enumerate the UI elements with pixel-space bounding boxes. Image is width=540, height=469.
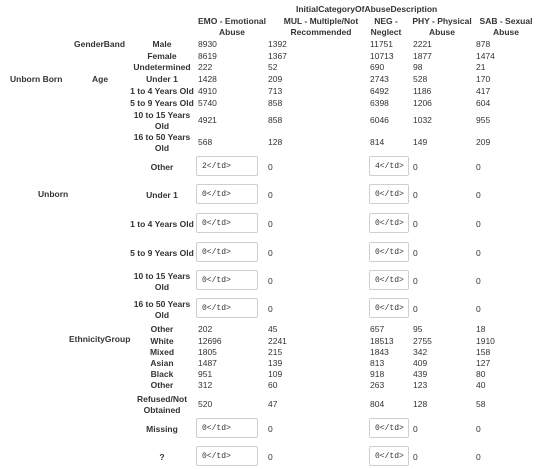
cell-mul: 0 <box>268 304 273 314</box>
col-header-phy <box>410 16 474 38</box>
cell-input-neg[interactable]: 0</td> <box>369 298 409 318</box>
cell-phy: 128 <box>413 399 428 409</box>
cell-phy: 0 <box>413 162 418 172</box>
age-row-label-line2: Old <box>154 121 170 131</box>
missing-row-label: Missing <box>146 424 178 434</box>
cell-emo: 222 <box>198 62 213 72</box>
cell-sab: 1910 <box>476 336 495 346</box>
age-row-label-line2: Old <box>154 143 170 153</box>
cell-phy: 0 <box>413 248 418 258</box>
unborn-row-label: Other <box>150 162 174 172</box>
unborn-row-label-line2: Old <box>154 282 170 292</box>
cell-emo: 1428 <box>198 74 217 84</box>
gender-row-label: Male <box>152 39 172 49</box>
col-header-mul-line2: Recommended <box>290 27 352 37</box>
age-row-label-line1: 10 to 15 Years <box>133 110 191 120</box>
cell-input-emo[interactable]: 0</td> <box>196 270 258 290</box>
cell-sab: 209 <box>476 137 491 147</box>
cell-input-emo[interactable]: 2</td> <box>196 156 258 176</box>
cell-mul: 0 <box>268 219 273 229</box>
age-row-label: Under 1 <box>146 74 178 84</box>
unborn-row-label: 1 to 4 Years Old <box>130 219 194 229</box>
cell-input-neg[interactable]: 0</td> <box>369 242 409 262</box>
cell-sab: 1474 <box>476 51 495 61</box>
col-header-phy-line2: Abuse <box>429 27 455 37</box>
cell-emo: 5740 <box>198 98 217 108</box>
ethnicity-row-label: Other <box>150 380 174 390</box>
cell-input-neg[interactable]: 0</td> <box>369 184 409 204</box>
cell-sab: 127 <box>476 358 491 368</box>
cell-phy: 0 <box>413 424 418 434</box>
cell-mul: 47 <box>268 399 278 409</box>
age-row-label <box>128 132 196 154</box>
cell-neg: 2743 <box>370 74 389 84</box>
cell-neg: 18513 <box>370 336 394 346</box>
cell-phy: 95 <box>413 324 423 334</box>
age-row-label: 1 to 4 Years Old <box>130 86 194 96</box>
cell-phy: 0 <box>413 276 418 286</box>
cell-phy: 0 <box>413 304 418 314</box>
cell-mul: 858 <box>268 115 283 125</box>
column-group-title: InitialCategoryOfAbuseDescription <box>296 4 438 14</box>
gender-row-label: Female <box>147 51 177 61</box>
cell-phy: 342 <box>413 347 428 357</box>
gender-band-label: GenderBand <box>74 39 126 49</box>
ethnicity-group-label: EthnicityGroup <box>69 334 131 344</box>
ethnicity-row-label: White <box>150 336 174 346</box>
missing-row-label: ? <box>159 452 165 462</box>
cell-mul: 1392 <box>268 39 287 49</box>
ethnicity-row-label <box>128 394 196 416</box>
cell-emo: 568 <box>198 137 213 147</box>
cell-phy: 2755 <box>413 336 432 346</box>
cell-sab: 158 <box>476 347 491 357</box>
cell-neg: 6492 <box>370 86 389 96</box>
cell-phy: 1877 <box>413 51 432 61</box>
col-header-emo <box>190 16 274 38</box>
col-header-mul <box>276 16 366 38</box>
cell-phy: 0 <box>413 452 418 462</box>
cell-phy: 528 <box>413 74 428 84</box>
ethnicity-row-label: Black <box>150 369 174 379</box>
cell-input-neg[interactable]: 4</td> <box>369 156 409 176</box>
cell-sab: 0 <box>476 452 481 462</box>
cell-mul: 713 <box>268 86 283 96</box>
cell-mul: 209 <box>268 74 283 84</box>
cell-emo: 8619 <box>198 51 217 61</box>
unborn-row-label <box>128 271 196 293</box>
cell-neg: 690 <box>370 62 385 72</box>
unborn-row-label <box>128 299 196 321</box>
unborn-row-label-line1: 16 to 50 Years <box>133 299 191 309</box>
ethnicity-row-label: Other <box>150 324 174 334</box>
cell-sab: 604 <box>476 98 491 108</box>
cell-sab: 0 <box>476 276 481 286</box>
ethnicity-row-label: Asian <box>150 358 174 368</box>
cell-emo: 951 <box>198 369 213 379</box>
col-header-neg-line1: NEG - <box>374 16 398 26</box>
cell-sab: 417 <box>476 86 491 96</box>
cell-input-emo[interactable]: 0</td> <box>196 213 258 233</box>
cell-emo: 1487 <box>198 358 217 368</box>
age-label: Age <box>92 74 109 84</box>
col-header-neg <box>364 16 408 38</box>
ethnicity-row-label-line2: Obtained <box>143 405 181 415</box>
cell-mul: 858 <box>268 98 283 108</box>
cell-sab: 0 <box>476 304 481 314</box>
col-header-mul-line1: MUL - Multiple/Not <box>283 16 359 26</box>
cell-sab: 0 <box>476 219 481 229</box>
cell-mul: 128 <box>268 137 283 147</box>
cell-input-neg[interactable]: 0</td> <box>369 270 409 290</box>
cell-sab: 170 <box>476 74 491 84</box>
cell-sab: 80 <box>476 369 486 379</box>
gender-row-label: Undetermined <box>133 62 191 72</box>
cell-mul: 215 <box>268 347 283 357</box>
cell-phy: 149 <box>413 137 428 147</box>
cell-sab: 18 <box>476 324 486 334</box>
cell-phy: 1032 <box>413 115 432 125</box>
cell-input-emo[interactable]: 0</td> <box>196 418 258 438</box>
cell-sab: 0 <box>476 248 481 258</box>
cell-neg: 11751 <box>370 39 394 49</box>
cell-neg: 814 <box>370 137 385 147</box>
col-header-sab-line1: SAB - Sexual <box>479 16 533 26</box>
cell-mul: 0 <box>268 248 273 258</box>
col-header-neg-line2: Neglect <box>370 27 402 37</box>
cell-phy: 2221 <box>413 39 432 49</box>
cell-neg: 6398 <box>370 98 389 108</box>
col-header-emo-line1: EMO - Emotional <box>198 16 266 26</box>
cell-input-neg[interactable]: 0</td> <box>369 446 409 466</box>
cell-neg: 6046 <box>370 115 389 125</box>
cell-phy: 1206 <box>413 98 432 108</box>
cell-input-neg[interactable]: 0</td> <box>369 418 409 438</box>
cell-neg: 918 <box>370 369 385 379</box>
cell-neg: 10713 <box>370 51 394 61</box>
age-row-label-line1: 16 to 50 Years <box>133 132 191 142</box>
cell-emo: 202 <box>198 324 213 334</box>
cell-emo: 4910 <box>198 86 217 96</box>
cell-mul: 0 <box>268 162 273 172</box>
cell-emo: 12696 <box>198 336 222 346</box>
cell-phy: 0 <box>413 190 418 200</box>
cell-sab: 21 <box>476 62 486 72</box>
cell-sab: 0 <box>476 162 481 172</box>
cell-input-emo[interactable]: 0</td> <box>196 184 258 204</box>
cell-neg: 263 <box>370 380 385 390</box>
cell-mul: 0 <box>268 276 273 286</box>
cell-phy: 98 <box>413 62 423 72</box>
cell-sab: 955 <box>476 115 491 125</box>
col-header-phy-line1: PHY - Physical <box>412 16 472 26</box>
unborn-born-label: Unborn Born <box>10 74 63 84</box>
cell-mul: 139 <box>268 358 283 368</box>
cell-phy: 0 <box>413 219 418 229</box>
cell-input-emo[interactable]: 0</td> <box>196 298 258 318</box>
cell-input-emo[interactable]: 0</td> <box>196 242 258 262</box>
age-row-label <box>128 110 196 132</box>
unborn-row-label: 5 to 9 Years Old <box>130 248 194 258</box>
cell-input-emo[interactable]: 0</td> <box>196 446 258 466</box>
cell-neg: 804 <box>370 399 385 409</box>
cell-sab: 58 <box>476 399 486 409</box>
cell-mul: 1367 <box>268 51 287 61</box>
cell-mul: 109 <box>268 369 283 379</box>
cell-sab: 0 <box>476 190 481 200</box>
cell-sab: 40 <box>476 380 486 390</box>
cell-input-neg[interactable]: 0</td> <box>369 213 409 233</box>
cell-sab: 0 <box>476 424 481 434</box>
cell-mul: 2241 <box>268 336 287 346</box>
cell-phy: 123 <box>413 380 428 390</box>
col-header-sab-line2: Abuse <box>493 27 519 37</box>
col-header-sab <box>476 16 536 38</box>
cell-phy: 439 <box>413 369 428 379</box>
unborn-row-label: Under 1 <box>146 190 178 200</box>
cell-mul: 0 <box>268 190 273 200</box>
ethnicity-row-label: Mixed <box>149 347 175 357</box>
age-row-label: 5 to 9 Years Old <box>130 98 194 108</box>
cell-phy: 1186 <box>413 86 432 96</box>
cell-emo: 4921 <box>198 115 217 125</box>
cell-neg: 657 <box>370 324 385 334</box>
cell-phy: 409 <box>413 358 428 368</box>
unborn-row-label-line1: 10 to 15 Years <box>133 271 191 281</box>
col-header-emo-line2: Abuse <box>219 27 245 37</box>
cell-mul: 52 <box>268 62 278 72</box>
cell-mul: 45 <box>268 324 278 334</box>
cell-neg: 813 <box>370 358 385 368</box>
cell-neg: 1843 <box>370 347 389 357</box>
cell-mul: 60 <box>268 380 278 390</box>
cell-mul: 0 <box>268 452 273 462</box>
cell-emo: 8930 <box>198 39 217 49</box>
unborn-label: Unborn <box>38 189 69 199</box>
cell-emo: 1805 <box>198 347 217 357</box>
cell-sab: 878 <box>476 39 491 49</box>
cell-emo: 520 <box>198 399 213 409</box>
unborn-row-label-line2: Old <box>154 310 170 320</box>
cell-mul: 0 <box>268 424 273 434</box>
cell-emo: 312 <box>198 380 213 390</box>
ethnicity-row-label-line1: Refused/Not <box>136 394 188 404</box>
